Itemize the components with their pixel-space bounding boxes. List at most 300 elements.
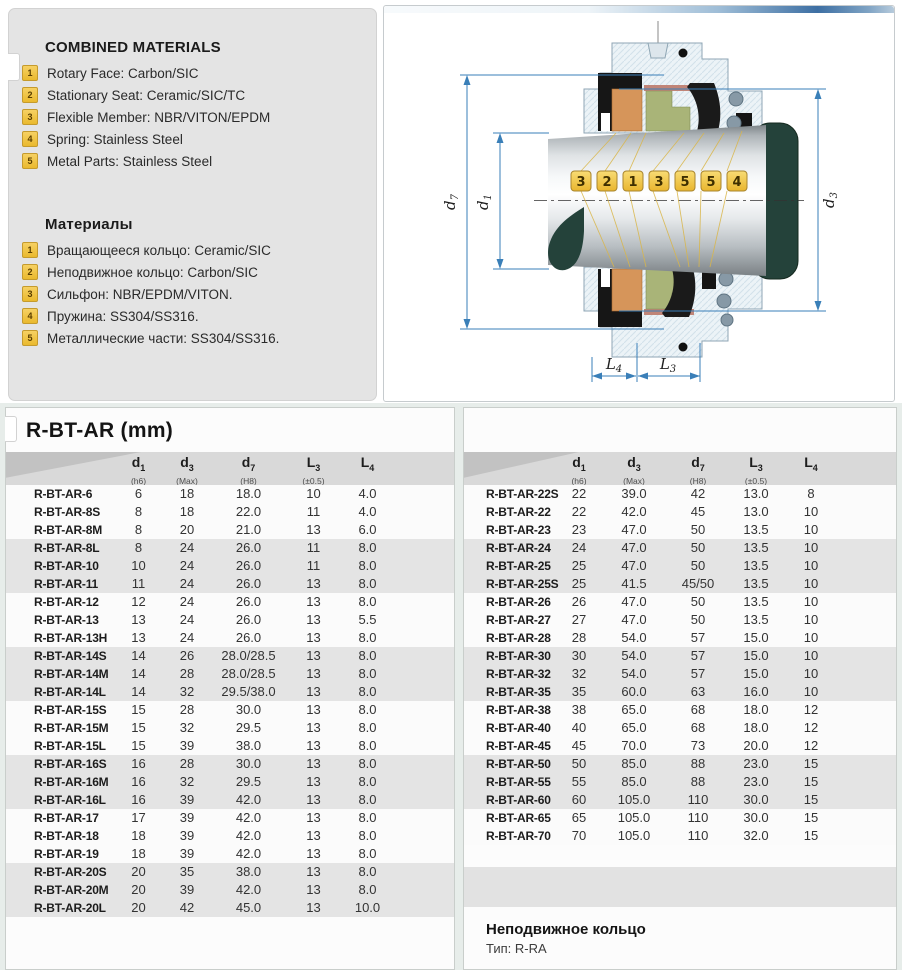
item-number-badge: 3 (22, 286, 38, 302)
dim-value: 15 (803, 828, 819, 843)
dim-value: 38.0 (235, 738, 262, 753)
table-row (6, 485, 454, 503)
dim-value: 15 (803, 810, 819, 825)
dim-value: 45/50 (681, 576, 715, 591)
dim-value: 18 (131, 828, 146, 843)
model-name: R-BT-AR-27 (486, 613, 551, 627)
dim-label-d1: $d_1$ (474, 194, 494, 210)
table-row (6, 899, 454, 917)
dim-value: 13 (306, 702, 321, 717)
dim-value: 42 (690, 486, 706, 501)
dim-value: 65.0 (621, 720, 647, 735)
dim-value: 13 (306, 522, 321, 537)
dim-value: 10 (803, 684, 819, 699)
diagram-panel (383, 5, 895, 402)
dim-value: 45 (571, 738, 587, 753)
dim-value: 30.0 (743, 810, 769, 825)
table-row (6, 593, 454, 611)
dim-value: 8.0 (358, 630, 377, 645)
spring-coil (721, 314, 733, 326)
model-name: R-BT-AR-15L (34, 739, 106, 753)
dim-value: 20 (131, 882, 146, 897)
dim-value: 50 (690, 540, 706, 555)
table-body-left (6, 485, 454, 917)
dim-value: 8.0 (358, 720, 377, 735)
dim-value: 105.0 (617, 828, 651, 843)
table-row (464, 809, 896, 827)
callout-number: 1 (628, 175, 638, 190)
material-item (22, 106, 376, 128)
table-row (6, 719, 454, 737)
dim-value: 57 (690, 648, 706, 663)
dim-value: 11 (306, 558, 321, 573)
dim-value: 13 (306, 630, 321, 645)
combined-materials-list (9, 62, 376, 172)
dim-value: 13.5 (743, 576, 769, 591)
dim-value: 16.0 (743, 684, 769, 699)
table-row (464, 827, 896, 845)
dim-value: 13.0 (743, 504, 769, 519)
material-item (22, 261, 376, 283)
table-row (6, 539, 454, 557)
dim-value: 8.0 (358, 846, 377, 861)
dim-value: 12 (803, 738, 819, 753)
table-row (464, 665, 896, 683)
dim-value: 13 (306, 612, 321, 627)
dim-value: 15.0 (743, 648, 769, 663)
model-name: R-BT-AR-32 (486, 667, 551, 681)
column-header: $L_3$ (±0.5) (744, 454, 768, 485)
model-name: R-BT-AR-20S (34, 865, 107, 879)
stationary-ring-heading: Неподвижное кольцо (486, 921, 646, 938)
model-name: R-BT-AR-20M (34, 883, 109, 897)
table-row (6, 557, 454, 575)
dim-value: 65.0 (621, 702, 647, 717)
dim-value: 23.0 (743, 774, 769, 789)
dim-value: 24 (179, 594, 195, 609)
dim-value: 15.0 (743, 666, 769, 681)
dim-value: 8.0 (358, 576, 377, 591)
dim-value: 20.0 (743, 738, 769, 753)
model-name: R-BT-AR-23 (486, 523, 551, 537)
model-name: R-BT-AR-13 (34, 613, 99, 627)
dim-value: 8.0 (358, 540, 377, 555)
dim-value: 10.0 (354, 900, 381, 915)
bolt-dot-top (679, 49, 688, 58)
dim-value: 40 (571, 720, 587, 735)
bolt-dot-bottom (679, 343, 688, 352)
model-name: R-BT-AR-12 (34, 595, 99, 609)
dim-value: 55 (571, 774, 587, 789)
dim-value: 47.0 (621, 540, 647, 555)
dim-value: 39 (179, 810, 195, 825)
table-title: R-BT-AR (mm) (26, 419, 174, 442)
dim-value: 13.5 (743, 540, 769, 555)
dim-value: 10 (803, 666, 819, 681)
dim-value: 50 (690, 612, 706, 627)
dim-value: 8.0 (358, 882, 377, 897)
material-text: Сильфон: NBR/EPDM/VITON. (47, 286, 233, 302)
dim-value: 8.0 (358, 648, 377, 663)
dim-value: 88 (690, 756, 706, 771)
model-name: R-BT-AR-14S (34, 649, 107, 663)
column-header: $L_3$ (±0.5) (302, 454, 325, 485)
dim-value: 26.0 (235, 612, 262, 627)
model-name: R-BT-AR-19 (34, 847, 99, 861)
dim-value: 42 (179, 900, 195, 915)
dim-value: 8.0 (358, 774, 377, 789)
table-row (6, 575, 454, 593)
dim-value: 10 (803, 612, 819, 627)
model-name: R-BT-AR-15S (34, 703, 107, 717)
dim-value: 105.0 (617, 792, 651, 807)
material-item (22, 305, 376, 327)
item-number-badge: 1 (22, 242, 38, 258)
dim-value: 5.5 (358, 612, 377, 627)
table-row (6, 683, 454, 701)
dim-value: 8 (134, 540, 143, 555)
material-text: Вращающееся кольцо: Ceramic/SIC (47, 242, 271, 258)
model-name: R-BT-AR-8S (34, 505, 100, 519)
dim-value: 15 (131, 720, 146, 735)
item-number-badge: 1 (22, 65, 38, 81)
dim-value: 70.0 (621, 738, 647, 753)
edge-notch (8, 53, 20, 81)
model-name: R-BT-AR-11 (34, 577, 99, 591)
dim-value: 28 (571, 630, 587, 645)
dim-value: 16 (131, 792, 146, 807)
dim-value: 13 (306, 720, 321, 735)
dim-value: 42.0 (235, 792, 262, 807)
dim-value: 39 (179, 738, 195, 753)
dim-value: 18 (179, 486, 195, 501)
dim-label-L4: $L_4$ (605, 355, 623, 375)
stationary-ring-type: Тип: R-RA (486, 941, 547, 956)
material-text: Spring: Stainless Steel (47, 131, 183, 147)
dim-value: 12 (803, 720, 819, 735)
table-row (6, 665, 454, 683)
dim-value: 8.0 (358, 864, 377, 879)
dim-value: 41.5 (621, 576, 647, 591)
callout-number: 4 (732, 175, 742, 190)
item-number-badge: 4 (22, 131, 38, 147)
table-row (464, 737, 896, 755)
table-row (6, 647, 454, 665)
column-header: $d_7$ (H8) (240, 454, 257, 485)
dim-value: 12 (131, 594, 146, 609)
dim-value: 29.5 (235, 720, 262, 735)
column-header: $d_3$ (Max) (623, 454, 645, 485)
table-row (464, 575, 896, 593)
dim-value: 8.0 (358, 738, 377, 753)
dim-value: 21.0 (235, 522, 262, 537)
dim-value: 47.0 (621, 522, 647, 537)
column-header: $d_1$ (h6) (571, 454, 587, 485)
table-header-left (6, 452, 454, 485)
dim-value: 10 (306, 486, 321, 501)
dim-label-L3: $L_3$ (659, 355, 677, 375)
model-name: R-BT-AR-16M (34, 775, 109, 789)
table-row (6, 701, 454, 719)
dim-value: 47.0 (621, 612, 647, 627)
edge-notch (5, 416, 17, 442)
material-text: Пружина: SS304/SS316. (47, 308, 199, 324)
dim-value: 26.0 (235, 594, 262, 609)
table-row (464, 485, 896, 503)
dim-value: 8.0 (358, 792, 377, 807)
dim-value: 6 (134, 486, 143, 501)
dim-value: 42.0 (235, 882, 262, 897)
dim-value: 10 (803, 504, 819, 519)
dim-value: 47.0 (621, 594, 647, 609)
material-text: Stationary Seat: Ceramic/SIC/TC (47, 87, 246, 103)
dim-label-d7: $d_7$ (441, 194, 461, 210)
dim-value: 14 (131, 648, 146, 663)
table-row (464, 719, 896, 737)
model-name: R-BT-AR-30 (486, 649, 551, 663)
dim-value: 26 (179, 648, 195, 663)
material-item (22, 283, 376, 305)
dim-value: 68 (690, 702, 706, 717)
dim-value: 57 (690, 630, 706, 645)
dim-value: 54.0 (621, 648, 647, 663)
dim-value: 110 (687, 810, 709, 825)
model-name: R-BT-AR-10 (34, 559, 99, 573)
model-name: R-BT-AR-55 (486, 775, 551, 789)
model-name: R-BT-AR-8L (34, 541, 100, 555)
table-row (6, 827, 454, 845)
dim-value: 60 (571, 792, 587, 807)
dim-value: 13 (306, 684, 321, 699)
dim-value: 32.0 (743, 828, 769, 843)
dim-value: 68 (690, 720, 706, 735)
dim-value: 30 (571, 648, 587, 663)
table-row (464, 611, 896, 629)
dim-value: 25 (571, 576, 587, 591)
dim-value: 10 (803, 540, 819, 555)
dim-value: 70 (571, 828, 587, 843)
dim-value: 6.0 (358, 522, 377, 537)
dim-value: 15 (131, 738, 146, 753)
dim-value: 8.0 (358, 666, 377, 681)
dim-value: 28 (179, 756, 195, 771)
model-name: R-BT-AR-22 (486, 505, 551, 519)
dim-value: 16 (131, 756, 146, 771)
dim-value: 45.0 (235, 900, 262, 915)
dim-value: 13 (306, 774, 321, 789)
dim-value: 32 (571, 666, 587, 681)
dim-value: 28.0/28.5 (221, 666, 276, 681)
material-item (22, 84, 376, 106)
dim-value: 26.0 (235, 540, 262, 555)
table-row (464, 773, 896, 791)
table-row (6, 755, 454, 773)
callout-number: 3 (576, 175, 586, 190)
dim-value: 26.0 (235, 630, 262, 645)
item-number-badge: 2 (22, 264, 38, 280)
dim-value: 18.0 (743, 720, 769, 735)
table-row (464, 755, 896, 773)
dim-value: 73 (690, 738, 706, 753)
dim-value: 24 (179, 576, 195, 591)
dim-value: 13 (131, 630, 146, 645)
dim-value: 11 (131, 576, 146, 591)
dim-value: 60.0 (621, 684, 647, 699)
table-row (6, 863, 454, 881)
dim-value: 15.0 (743, 630, 769, 645)
model-name: R-BT-AR-50 (486, 757, 551, 771)
dim-value: 4.0 (358, 504, 377, 519)
material-item (22, 150, 376, 172)
dim-value: 26.0 (235, 576, 262, 591)
table-row (6, 809, 454, 827)
dim-value: 13.5 (743, 594, 769, 609)
dim-value: 28 (179, 666, 195, 681)
dim-value: 12 (803, 702, 819, 717)
dim-value: 28.0/28.5 (221, 648, 276, 663)
dim-value: 13.5 (743, 612, 769, 627)
dim-value: 39 (179, 846, 195, 861)
dim-value: 4.0 (358, 486, 377, 501)
column-header: $d_7$ (H8) (689, 454, 707, 485)
model-name: R-BT-AR-17 (34, 811, 99, 825)
dim-value: 26 (571, 594, 587, 609)
dim-value: 45 (690, 504, 706, 519)
dim-value: 13.0 (743, 486, 769, 501)
dim-value: 8.0 (358, 828, 377, 843)
dim-value: 13 (306, 666, 321, 681)
spring-coil (729, 92, 743, 106)
model-name: R-BT-AR-28 (486, 631, 551, 645)
dim-value: 15 (803, 792, 819, 807)
callout-number: 5 (706, 175, 716, 190)
dim-value: 27 (571, 612, 587, 627)
material-item (22, 239, 376, 261)
table-row (6, 881, 454, 899)
table-row (464, 701, 896, 719)
dim-value: 8 (134, 522, 143, 537)
dim-value: 10 (803, 630, 819, 645)
dim-value: 23 (571, 522, 587, 537)
dim-value: 42.0 (235, 846, 262, 861)
dim-value: 10 (803, 594, 819, 609)
dim-value: 35 (179, 864, 195, 879)
dim-value: 42.0 (235, 810, 262, 825)
item-number-badge: 4 (22, 308, 38, 324)
stationary-seat (612, 89, 642, 131)
table-row (6, 773, 454, 791)
table-row (6, 521, 454, 539)
callout-badges (571, 171, 747, 191)
model-name: R-BT-AR-25 (486, 559, 551, 573)
dim-value: 11 (306, 504, 321, 519)
table-row (6, 503, 454, 521)
column-header: $d_1$ (h6) (130, 454, 147, 485)
dim-value: 29.5 (235, 774, 262, 789)
model-name: R-BT-AR-35 (486, 685, 551, 699)
dim-value: 10 (803, 576, 819, 591)
materials-panel (8, 8, 377, 401)
table-row (464, 521, 896, 539)
item-number-badge: 5 (22, 153, 38, 169)
dim-value: 24 (179, 630, 195, 645)
dim-value: 13 (306, 792, 321, 807)
dim-value: 24 (179, 612, 195, 627)
model-name: R-BT-AR-16S (34, 757, 107, 771)
material-item (22, 62, 376, 84)
model-name: R-BT-AR-25S (486, 577, 559, 591)
table-header-right (464, 452, 896, 485)
dim-value: 85.0 (621, 774, 647, 789)
dim-value: 57 (690, 666, 706, 681)
dim-value: 13 (306, 864, 321, 879)
dim-value: 13 (131, 612, 146, 627)
model-name: R-BT-AR-6 (34, 487, 93, 501)
table-row (464, 503, 896, 521)
decorative-gradient-strip (384, 6, 894, 13)
dim-value: 10 (803, 648, 819, 663)
callout-number: 2 (602, 175, 612, 190)
dim-value: 24 (571, 540, 587, 555)
dim-value: 8.0 (358, 810, 377, 825)
model-name: R-BT-AR-18 (34, 829, 99, 843)
dim-value: 18 (179, 504, 195, 519)
dim-value: 16 (131, 774, 146, 789)
dim-value: 10 (131, 558, 146, 573)
dim-value: 8.0 (358, 702, 377, 717)
dim-value: 50 (690, 558, 706, 573)
dim-value: 38.0 (235, 864, 262, 879)
dim-value: 39 (179, 828, 195, 843)
dim-value: 29.5/38.0 (221, 684, 276, 699)
item-number-badge: 2 (22, 87, 38, 103)
dim-value: 8.0 (358, 756, 377, 771)
model-name: R-BT-AR-14L (34, 685, 106, 699)
dim-value: 32 (179, 684, 195, 699)
dim-value: 18.0 (235, 486, 262, 501)
materials-ru-list (9, 239, 376, 349)
dim-value: 10 (803, 558, 819, 573)
dim-value: 13 (306, 828, 321, 843)
table-row (464, 791, 896, 809)
dim-value: 32 (179, 720, 195, 735)
model-name: R-BT-AR-26 (486, 595, 551, 609)
dim-value: 47.0 (621, 558, 647, 573)
dim-value: 110 (687, 792, 709, 807)
dim-value: 14 (131, 666, 146, 681)
dim-value: 88 (690, 774, 706, 789)
dim-value: 30.0 (235, 702, 262, 717)
dim-value: 85.0 (621, 756, 647, 771)
dim-value: 54.0 (621, 630, 647, 645)
item-number-badge: 5 (22, 330, 38, 346)
combined-materials-title: COMBINED MATERIALS (45, 39, 221, 56)
dim-value: 14 (131, 684, 146, 699)
callout-number: 5 (680, 175, 690, 190)
dim-value: 42.0 (235, 828, 262, 843)
dim-value: 13.5 (743, 522, 769, 537)
dim-value: 25 (571, 558, 587, 573)
table-row (464, 539, 896, 557)
dim-value: 13 (306, 810, 321, 825)
dim-value: 35 (571, 684, 587, 699)
dim-value: 65 (571, 810, 587, 825)
material-text: Metal Parts: Stainless Steel (47, 153, 213, 169)
dim-value: 32 (179, 774, 195, 789)
material-item (22, 128, 376, 150)
dim-value: 13 (306, 738, 321, 753)
dim-value: 13 (306, 900, 321, 915)
